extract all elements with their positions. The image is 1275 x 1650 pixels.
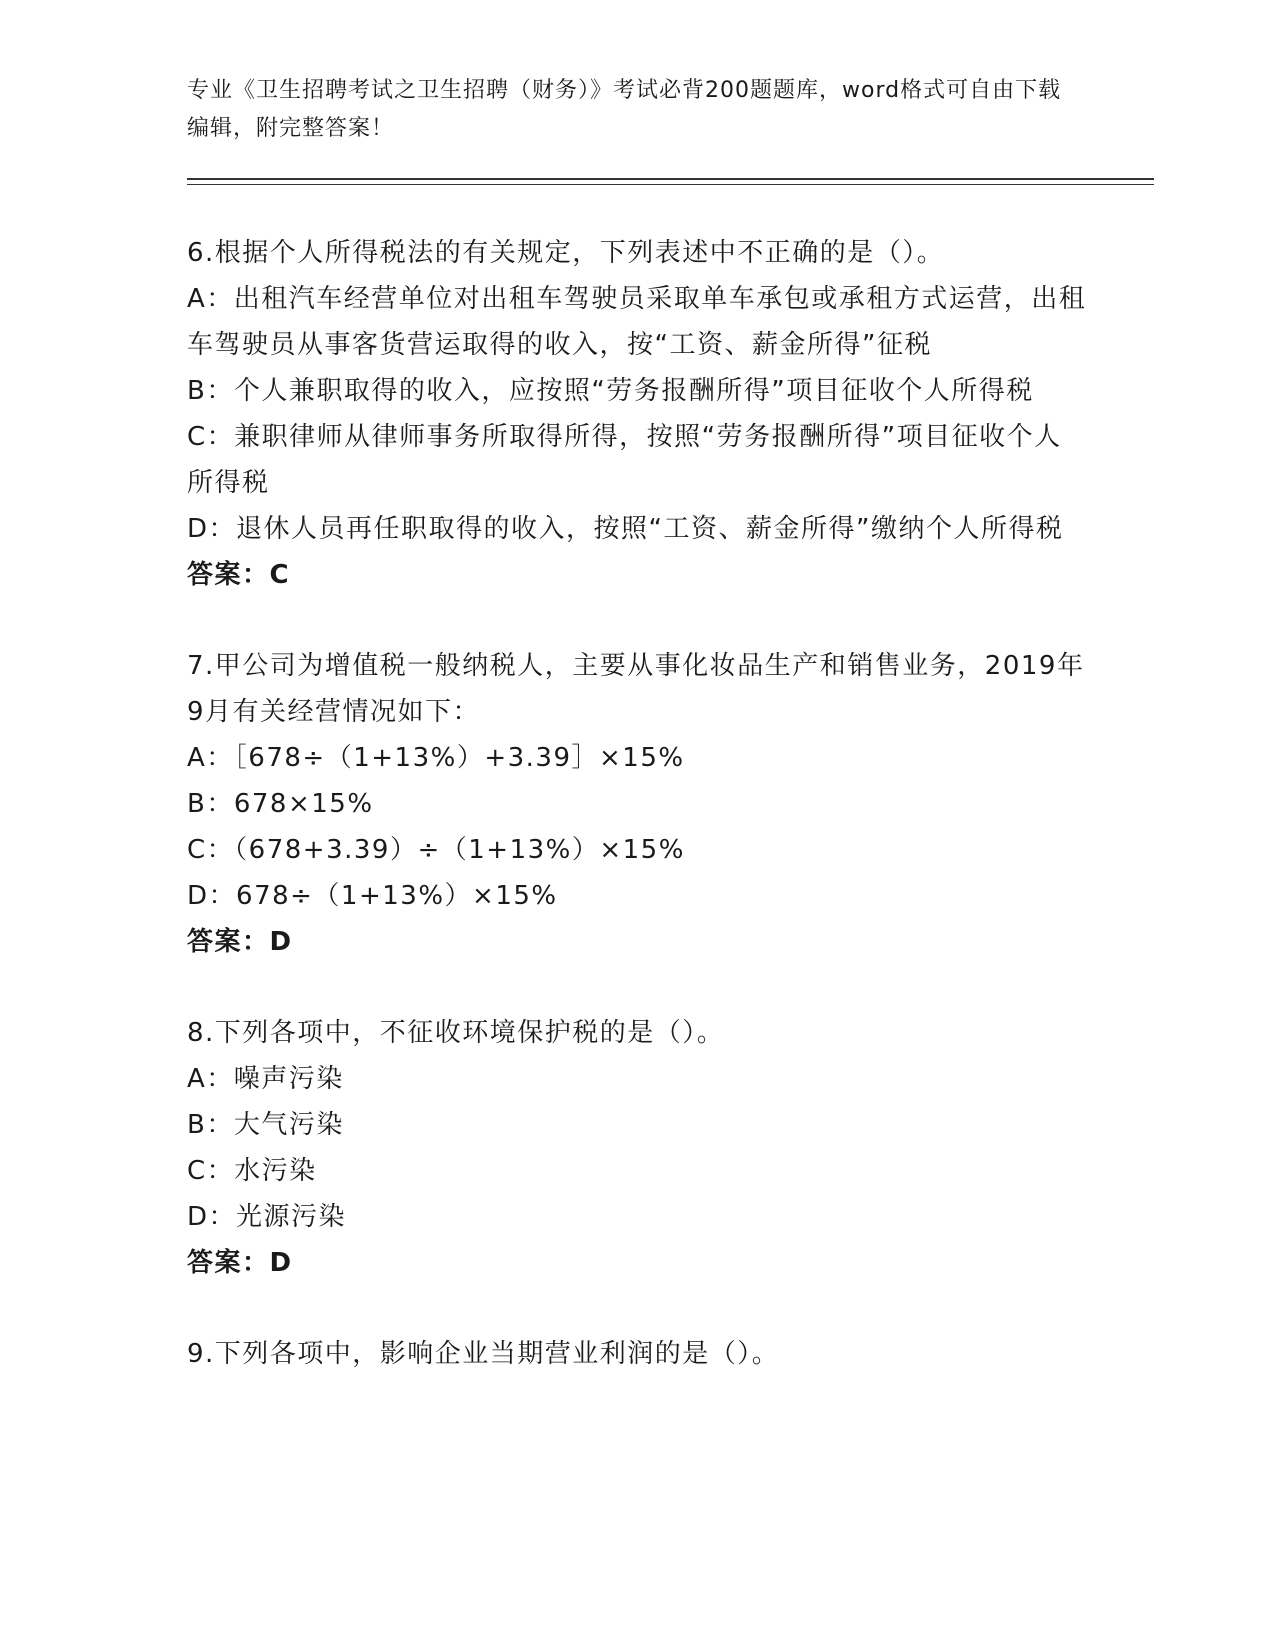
question-stem: 9.下列各项中，影响企业当期营业利润的是（）。 <box>187 1339 780 1369</box>
question-6 <box>187 230 1087 598</box>
option-b: B：大气污染 <box>187 1110 344 1140</box>
option-a: A：出租汽车经营单位对出租车驾驶员采取单车承包或承租方式运营，出租车驾驶员从事客货营运取得的收入，按“工资、薪金所得”征税 <box>187 284 1087 360</box>
option-c: C：兼职律师从律师事务所取得所得，按照“劳务报酬所得”项目征收个人所得税 <box>187 422 1062 498</box>
option-c: C：水污染 <box>187 1156 317 1186</box>
question-list <box>187 230 1087 1422</box>
option-a: A：［678÷（1+13%）+3.39］×15% <box>187 743 685 773</box>
option-c: C：（678+3.39）÷（1+13%）×15% <box>187 835 685 865</box>
option-b: B：678×15% <box>187 789 374 819</box>
header-divider-thick <box>187 178 1154 180</box>
answer: 答案：D <box>187 927 293 957</box>
answer: 答案：D <box>187 1248 293 1278</box>
question-stem: 8.下列各项中，不征收环境保护税的是（）。 <box>187 1018 725 1048</box>
option-b: B：个人兼职取得的收入，应按照“劳务报酬所得”项目征收个人所得税 <box>187 376 1034 406</box>
answer: 答案：C <box>187 560 291 590</box>
question-stem: 7.甲公司为增值税一般纳税人，主要从事化妆品生产和销售业务，2019年9月有关经营情况如下： <box>187 651 1085 727</box>
option-d: D：678÷（1+13%）×15% <box>187 881 558 911</box>
option-d: D：光源污染 <box>187 1202 347 1232</box>
option-a: A：噪声污染 <box>187 1064 344 1094</box>
option-d: D：退休人员再任职取得的收入，按照“工资、薪金所得”缴纳个人所得税 <box>187 514 1064 544</box>
question-7 <box>187 643 1087 965</box>
question-stem: 6.根据个人所得税法的有关规定，下列表述中不正确的是（）。 <box>187 238 945 268</box>
question-8 <box>187 1010 1087 1286</box>
question-9 <box>187 1331 1087 1377</box>
header-divider-thin <box>187 184 1154 185</box>
document-header: 专业《卫生招聘考试之卫生招聘（财务）》考试必背200题题库，word格式可自由下载编辑，附完整答案！ <box>187 78 1062 141</box>
